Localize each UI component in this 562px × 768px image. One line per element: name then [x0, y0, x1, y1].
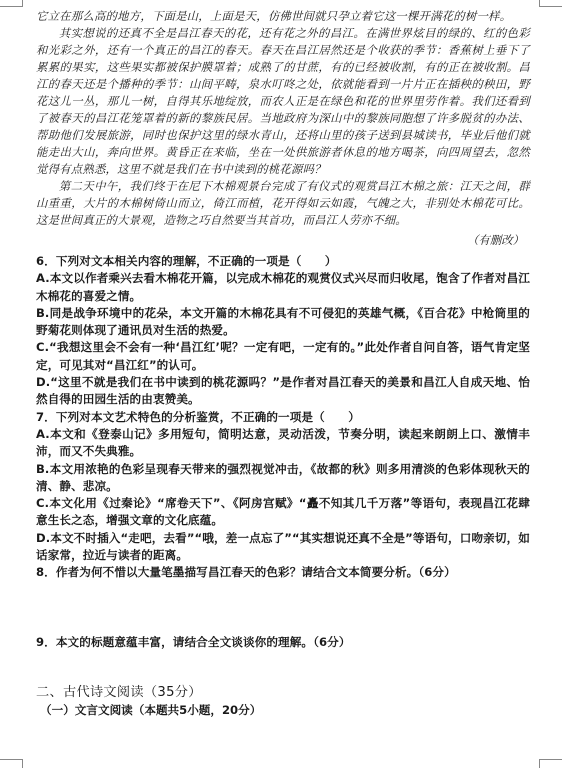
question-7-title: 7．下列对本文艺术特色的分析鉴赏，不正确的一项是（ ）: [36, 409, 360, 424]
passage-paragraph-3: 第二天中午，我们终于在尼下木棉观景台完成了有仪式的观赏昌江木棉之旅：江天之间，群山重重，大片的木棉树倚山而立，倚江而植，花开得如云如霞，气魄之大，非别处木棉花可比。这是世间真正的大景观，造物之巧自然要当其首功，而昌江人劳亦不细。: [36, 179, 530, 227]
question-7-option-d: D.本文不时插入“走吧，去看”“哦，差一点忘了”“其实想说还真不全是”等语句，口吻亲切，如话家常，拉近与读者的距离。: [36, 530, 530, 563]
section-subheading: （一）文言文阅读（本题共5小题，20分）: [40, 702, 262, 717]
crop-mark-top-right: [540, 6, 562, 7]
question-6: [36, 253, 530, 409]
question-9: [36, 634, 530, 651]
passage-source-note: （有删改）: [467, 233, 524, 247]
question-9-answer-space: [36, 651, 530, 683]
question-6-title: 6．下列对文本相关内容的理解，不正确的一项是（ ）: [36, 254, 337, 268]
question-9-title: 9．本文的标题意蕴丰富，请结合全文谈谈你的理解。（6分）: [36, 634, 351, 649]
crop-mark-top-right-vertical: [539, 0, 540, 7]
passage-paragraph-2: 其实想说的还真不全是昌江春天的花，还有花之外的昌江。在满世界炫目的绿的、红的色彩和光彩之外，还有一个真正的昌江的春天。春天在昌江居然还是个收获的季节：香蕉树上垂下了累累的果实，这些果实都被保护膜罩着；成熟了的甘蔗，有的已经被收割，有的正在被收割。昌江的春天还是个播种的季节：山间平畴，泉水叮咚之处，依就能看到一片片正在插秧的秧田，野花这儿一丛，那儿一树，自得其乐地绽放，而农人正是在绿色和花的世界里劳作着。我们还看到了被春天的昌江花笼罩着的新的黎族民居。当地政府为深山中的黎族同胞想了许多脱贫的办法、帮助他们发展旅游，同时也保护这里的绿水青山，还将山里的孩子送到县城读书，毕业后他们就能走出大山，奔向世界。黄昏正在来临，坐在一处供旅游者休息的地方喝茶，向四周望去，忽然觉得有点熟悉，这里不就是我们在书中读到的桃花源吗？: [36, 26, 530, 176]
crop-mark-bottom-left-vertical: [22, 759, 23, 768]
question-6-option-a: A.本文以作者乘兴去看木棉花开篇，以完成木棉花的观赏仪式兴尽而归收尾，饱含了作者对昌江木棉花的喜爱之情。: [36, 271, 530, 303]
question-6-option-b: B.同是战争环境中的花朵，本文开篇的木棉花具有不可侵犯的英雄气概，《百合花》中枪筒里的野菊花则体现了通讯员对生活的热爱。: [36, 305, 530, 338]
question-8-title: 8．作者为何不惜以大量笔墨描写昌江春天的色彩？请结合文本简要分析。（6分）: [36, 565, 456, 580]
crop-mark-bottom-right-vertical: [539, 759, 540, 768]
section-ancient-reading: [36, 683, 530, 719]
question-7: [36, 409, 530, 565]
page-content: [36, 8, 530, 719]
crop-mark-top-left-vertical: [22, 0, 23, 7]
question-7-option-a: A.本文和《登泰山记》多用短句，简明达意，灵动活泼，节奏分明，读起来朗朗上口、激情丰沛，而又不失典雅。: [36, 426, 530, 459]
question-7-option-c: C.本文化用《过秦论》“席卷天下”、《阿房宫赋》“矗不知其几千万落”等语句，表现昌江花肆意生长之态，增强文章的文化底蕴。: [36, 496, 530, 528]
crop-mark-top-left: [0, 6, 22, 7]
reading-passage: [36, 8, 530, 249]
question-6-option-d: D.“这里不就是我们在书中读到的桃花源吗？”是作者对昌江春天的美景和昌江人自成天地、怡然自得的田园生活的由衷赞美。: [36, 375, 530, 407]
crop-mark-bottom-right: [540, 759, 562, 760]
question-6-option-c: C.“我想这里会不会有一种‘昌江红’呢？一定有吧，一定有的。”此处作者自问自答，语气肯定坚定，可见其对“昌江红”的认可。: [36, 340, 530, 372]
passage-paragraph-1: 它立在那么高的地方，下面是山，上面是天，仿佛世间就只孕立着它这一棵开满花的树一样。: [36, 9, 512, 23]
question-8-answer-space: [36, 582, 530, 634]
section-heading: 二、古代诗文阅读（35分）: [36, 684, 202, 700]
question-7-option-b: B.本文用浓艳的色彩呈现春天带来的强烈视觉冲击，《故都的秋》则多用清淡的色彩体现秋天的清、静、悲凉。: [36, 461, 530, 493]
crop-mark-bottom-left: [0, 759, 22, 760]
question-8: [36, 564, 530, 581]
